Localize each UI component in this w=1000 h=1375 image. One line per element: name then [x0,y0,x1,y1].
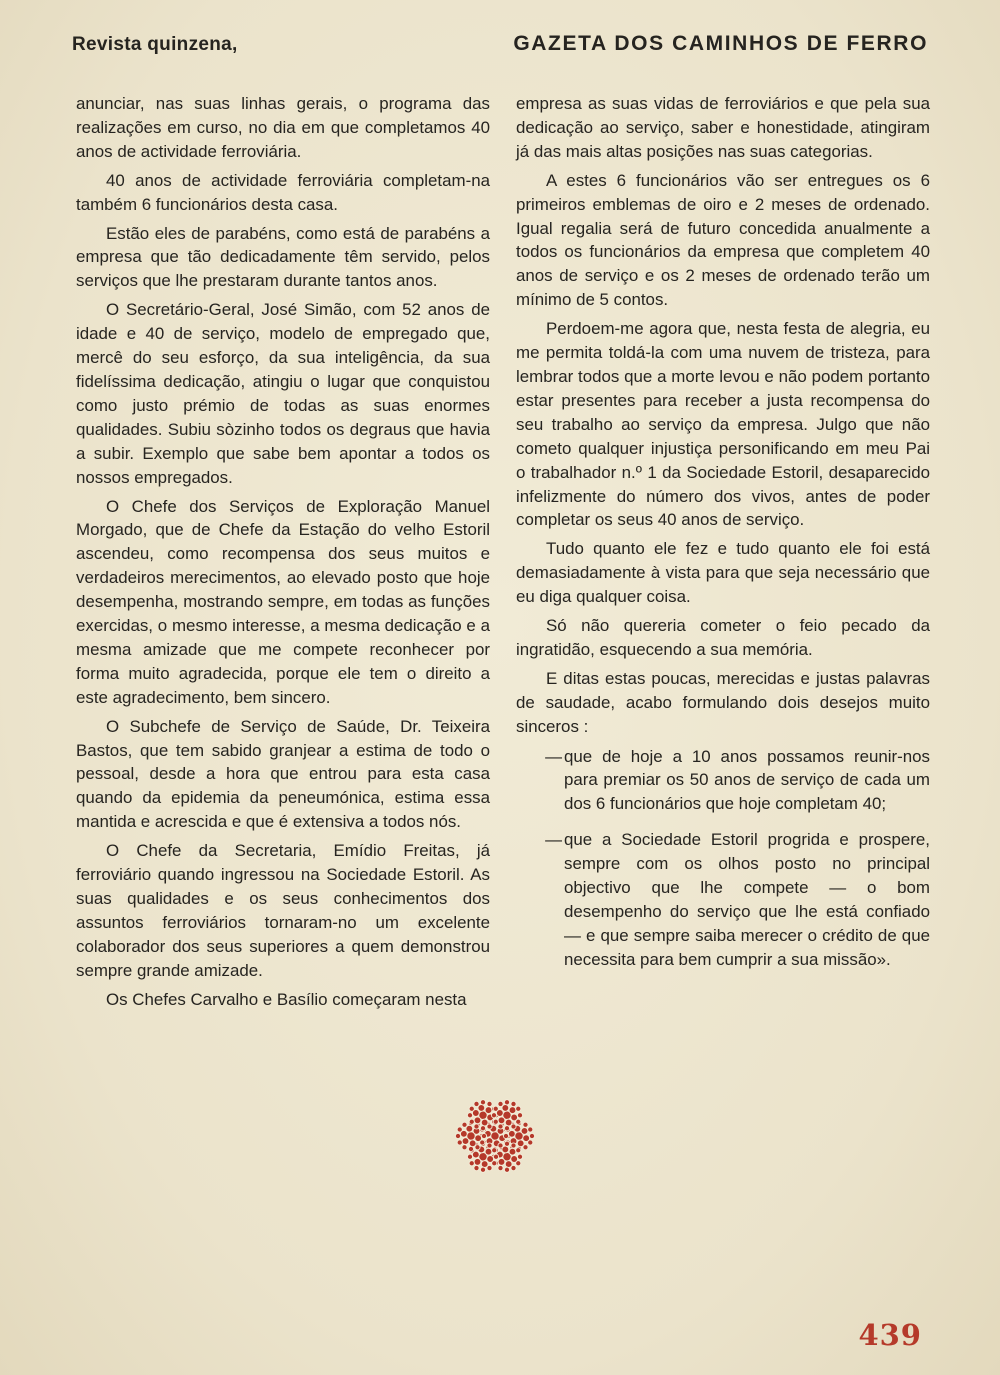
left-paragraph-8: Os Chefes Carvalho e Basílio começaram nesta [106,989,467,1009]
left-paragraph-2: 40 anos de actividade ferroviária completam-na também 6 funcionários desta casa. [76,170,490,214]
left-paragraph-7: O Chefe da Secretaria, Emídio Freitas, já ferroviário quando ingressou na Sociedade Estoril. As suas qualidades e os seus conhecimentos dos assuntos ferroviários tornaram-no um excelente colaborador dos seus superiores a quem demonstrou sempre grande amizade. [76,841,490,980]
right-paragraph-6: E ditas estas poucas, merecidas e justas palavras de saudade, acabo formulando dois desejos muito sinceros : [516,668,930,736]
left-paragraph-5: O Chefe dos Serviços de Exploração Manuel Morgado, que de Chefe da Estação do velho Estoril ascendeu, como recompensa dos seus muitos e verdadeiros merecimentos, ao elevado posto que hoje desempenha, mostrando sempre, em todas as funções exercidas, o mesmo interesse, a mesma dedicação e a mesma amizade que me compete reconhecer por forma muito agradecida, porque ele tem o direito a este agradecimento, bem sincero. [76,496,490,707]
wish-item-2 [516,828,930,971]
right-paragraph-2: A estes 6 funcionários vão ser entregues os 6 primeiros emblemas de oiro e 2 meses de ordenado. Igual regalia será de futuro concedida anualmente a todos os funcionários da empresa que completem 40 anos de serviço e os 2 meses de ordenado terão um mínimo de 5 contos. [516,170,930,310]
wire-rope-cross-section-icon [452,1093,538,1179]
wish-item-1 [516,745,930,817]
page-number: 439 [858,1318,922,1352]
wish-text-2: que a Sociedade Estoril progrida e prospere, sempre com os olhos posto no principal objectivo que lhe compete — o bom desempenho do serviço que lhe está confiado — e que sempre saiba merecer o crédito de que necessita para bem cumprir a sua missão». [564,830,930,969]
left-paragraph-1: anunciar, nas suas linhas gerais, o programa das realizações em curso, no dia em que completamos 40 anos de actividade ferroviária. [76,94,490,161]
header-right-title: GAZETA DOS CAMINHOS DE FERRO [513,32,928,55]
left-column [76,92,490,1017]
wish-text-1: que de hoje a 10 anos possamos reunir-nos para premiar os 50 anos de serviço de cada um dos 6 funcionários que hoje completam 40; [564,746,930,814]
header-left-title: Revista quinzena, [72,34,238,55]
right-paragraph-5: Só não quereria cometer o feio pecado da ingratidão, esquecendo a sua memória. [516,616,930,659]
left-paragraph-3: Estão eles de parabéns, como está de parabéns a empresa que tão dedicadamente têm servido, pelos serviços que lhe prestaram durante tantos anos. [76,223,490,291]
left-paragraph-4: O Secretário-Geral, José Simão, com 52 anos de idade e 40 de serviço, modelo de empregado que, mercê do seu esforço, da sua inteligência, da sua fidelíssima dedicação, atingiu o lugar que conquistou como justo prémio de todas as suas enormes qualidades. Subiu sòzinho todos os degraus que havia a subir. Exemplo que sabe bem apontar a todos os nossos empregados. [76,300,490,487]
right-paragraph-3: Perdoem-me agora que, nesta festa de alegria, eu me permita toldá-la com uma nuvem de tristeza, para lembrar todos que a morte levou e não podem portanto estar presentes para receber a justa recompensa do seu trabalho ao serviço da empresa. Julgo que não cometo qualquer injustiça personificando em meu Pai o trabalhador n.º 1 da Sociedade Estoril, desaparecido infelizmente do número dos vivos, antes de poder completar os seus 40 anos de serviço. [516,319,930,530]
dash-mark: — [545,830,562,850]
right-paragraph-4: Tudo quanto ele fez e tudo quanto ele foi está demasiadamente à vista para que seja necessário que eu diga qualquer coisa. [516,539,930,607]
right-column [516,92,930,984]
right-paragraph-1: empresa as suas vidas de ferroviários e que pela sua dedicação ao serviço, saber e honestidade, atingiram já das mais altas posições nas suas categorias. [516,94,930,161]
page-header [72,32,928,58]
dash-mark: — [545,746,562,766]
left-paragraph-6: O Subchefe de Serviço de Saúde, Dr. Teixeira Bastos, que tem sabido granjear a estima de todo o pessoal, desde a hora que entrou para esta casa quando da epidemia da peneumónica, estima essa mantida e acrescida e que é extensiva a todos nós. [76,716,490,832]
